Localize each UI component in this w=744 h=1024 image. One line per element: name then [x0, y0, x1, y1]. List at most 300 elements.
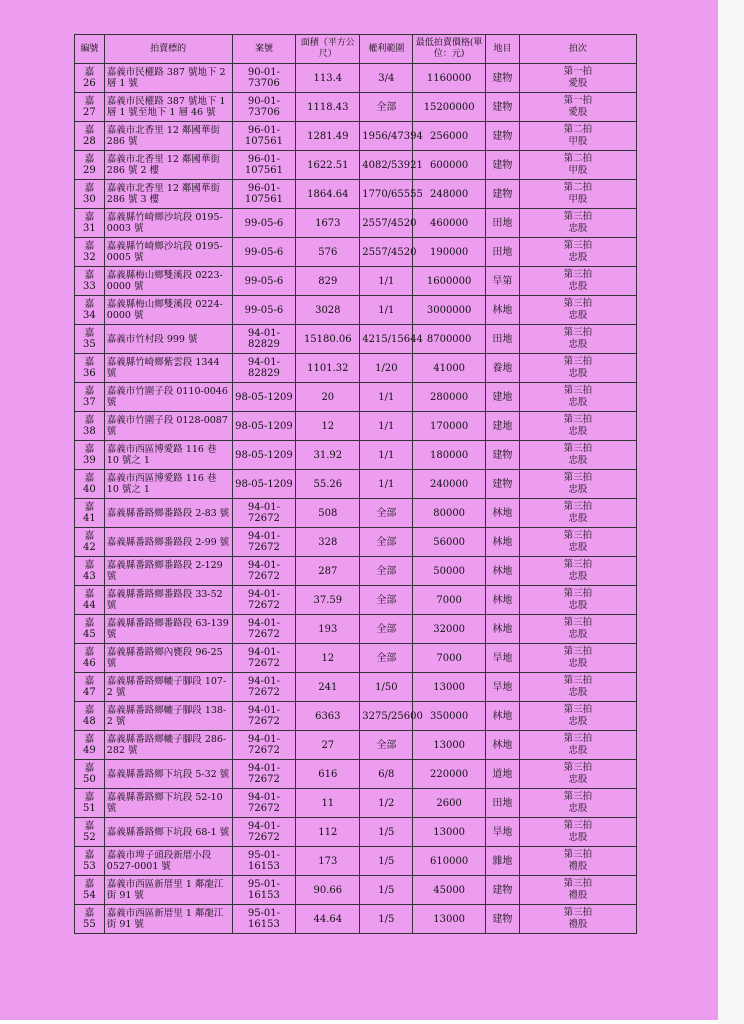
branch-label: 忠股: [568, 803, 588, 814]
round-label: 第二拍: [563, 124, 593, 135]
cell-land-type: 林地: [485, 499, 519, 528]
table-row: [75, 818, 637, 847]
cell-id: 嘉 35: [75, 325, 105, 354]
cell-round: [519, 905, 636, 934]
cell-round: [519, 441, 636, 470]
cell-case-no: 94-01-72672: [232, 499, 296, 528]
branch-label: 忠股: [568, 629, 588, 640]
branch-label: 甲股: [568, 165, 588, 176]
round-label: 第三拍: [563, 762, 593, 773]
cell-id: 嘉 32: [75, 238, 105, 267]
table-row: [75, 499, 637, 528]
cell-land-type: 建物: [485, 876, 519, 905]
round-label: 第三拍: [563, 530, 593, 541]
table-row: [75, 731, 637, 760]
header-min-price: 最低拍賣價格(單位：元): [413, 35, 485, 64]
cell-location: 嘉義縣番路鄉番路段 63-139 號: [104, 615, 232, 644]
cell-round: [519, 238, 636, 267]
cell-id: 嘉 43: [75, 557, 105, 586]
cell-land-type: 旱地: [485, 673, 519, 702]
cell-rights: 1/1: [360, 412, 413, 441]
cell-round: [519, 673, 636, 702]
cell-location: 嘉義市西區新厝里 1 鄰龍江街 91 號: [104, 905, 232, 934]
cell-rights: 1/2: [360, 789, 413, 818]
cell-min-price: 1160000: [413, 64, 485, 93]
table-row: [75, 412, 637, 441]
branch-label: 忠股: [568, 774, 588, 785]
table-row: [75, 151, 637, 180]
cell-land-type: 建物: [485, 122, 519, 151]
cell-id: 嘉 54: [75, 876, 105, 905]
cell-rights: 全部: [360, 93, 413, 122]
table-row: [75, 441, 637, 470]
header-location: 拍賣標的: [104, 35, 232, 64]
branch-label: 忠股: [568, 600, 588, 611]
cell-case-no: 99-05-6: [232, 267, 296, 296]
cell-min-price: 248000: [413, 180, 485, 209]
header-area: 面積（平方公尺）: [296, 35, 360, 64]
cell-id: 嘉 45: [75, 615, 105, 644]
cell-id: 嘉 41: [75, 499, 105, 528]
cell-land-type: 林地: [485, 528, 519, 557]
round-label: 第三拍: [563, 646, 593, 657]
cell-location: 嘉義縣梅山鄉雙溪段 0224-0000 號: [104, 296, 232, 325]
cell-round: [519, 122, 636, 151]
cell-min-price: 13000: [413, 731, 485, 760]
cell-min-price: 180000: [413, 441, 485, 470]
cell-min-price: 170000: [413, 412, 485, 441]
branch-label: 禮股: [568, 861, 588, 872]
cell-land-type: 建物: [485, 470, 519, 499]
cell-min-price: 7000: [413, 644, 485, 673]
cell-area: 328: [296, 528, 360, 557]
cell-rights: 2557/4520: [360, 209, 413, 238]
cell-area: 113.4: [296, 64, 360, 93]
branch-label: 忠股: [568, 281, 588, 292]
cell-case-no: 94-01-72672: [232, 615, 296, 644]
cell-area: 1864.64: [296, 180, 360, 209]
cell-id: 嘉 39: [75, 441, 105, 470]
cell-case-no: 98-05-1209: [232, 441, 296, 470]
cell-id: 嘉 30: [75, 180, 105, 209]
branch-label: 忠股: [568, 339, 588, 350]
cell-round: [519, 470, 636, 499]
cell-id: 嘉 53: [75, 847, 105, 876]
cell-location: 嘉義市西區博愛路 116 巷 10 號之 1: [104, 470, 232, 499]
cell-rights: 1/1: [360, 441, 413, 470]
table-row: [75, 267, 637, 296]
round-label: 第二拍: [563, 153, 593, 164]
cell-case-no: 94-01-72672: [232, 673, 296, 702]
cell-land-type: 林地: [485, 702, 519, 731]
cell-min-price: 600000: [413, 151, 485, 180]
cell-case-no: 95-01-16153: [232, 847, 296, 876]
branch-label: 忠股: [568, 716, 588, 727]
cell-case-no: 99-05-6: [232, 238, 296, 267]
round-label: 第三拍: [563, 820, 593, 831]
table-row: [75, 673, 637, 702]
cell-rights: 全部: [360, 615, 413, 644]
cell-case-no: 94-01-72672: [232, 528, 296, 557]
round-label: 第三拍: [563, 472, 593, 483]
cell-case-no: 94-01-72672: [232, 818, 296, 847]
cell-min-price: 190000: [413, 238, 485, 267]
cell-case-no: 94-01-72672: [232, 702, 296, 731]
table-row: [75, 354, 637, 383]
cell-case-no: 95-01-16153: [232, 905, 296, 934]
branch-label: 忠股: [568, 571, 588, 582]
cell-round: [519, 180, 636, 209]
branch-label: 忠股: [568, 745, 588, 756]
cell-rights: 1770/65555: [360, 180, 413, 209]
cell-rights: 全部: [360, 528, 413, 557]
cell-area: 27: [296, 731, 360, 760]
cell-id: 嘉 34: [75, 296, 105, 325]
cell-land-type: 建物: [485, 151, 519, 180]
round-label: 第三拍: [563, 559, 593, 570]
cell-id: 嘉 42: [75, 528, 105, 557]
cell-location: 嘉義市北香里 12 鄰國華街 286 號 2 樓: [104, 151, 232, 180]
branch-label: 忠股: [568, 542, 588, 553]
cell-location: 嘉義縣番路鄉下坑段 5-32 號: [104, 760, 232, 789]
cell-area: 6363: [296, 702, 360, 731]
cell-land-type: 田地: [485, 325, 519, 354]
cell-area: 508: [296, 499, 360, 528]
cell-case-no: 96-01-107561: [232, 122, 296, 151]
cell-location: 嘉義縣竹崎鄉沙坑段 0195-0003 號: [104, 209, 232, 238]
branch-label: 忠股: [568, 832, 588, 843]
cell-rights: 4215/15644: [360, 325, 413, 354]
cell-area: 44.64: [296, 905, 360, 934]
cell-min-price: 280000: [413, 383, 485, 412]
round-label: 第一拍: [563, 95, 593, 106]
branch-label: 忠股: [568, 455, 588, 466]
cell-rights: 3/4: [360, 64, 413, 93]
cell-case-no: 94-01-72672: [232, 557, 296, 586]
branch-label: 忠股: [568, 484, 588, 495]
cell-id: 嘉 26: [75, 64, 105, 93]
cell-round: [519, 731, 636, 760]
cell-case-no: 94-01-82829: [232, 325, 296, 354]
cell-land-type: 旱地: [485, 644, 519, 673]
cell-area: 20: [296, 383, 360, 412]
cell-land-type: 旱第: [485, 267, 519, 296]
cell-rights: 1/5: [360, 818, 413, 847]
table-row: [75, 702, 637, 731]
cell-id: 嘉 50: [75, 760, 105, 789]
branch-label: 忠股: [568, 310, 588, 321]
cell-min-price: 8700000: [413, 325, 485, 354]
cell-land-type: 雜地: [485, 847, 519, 876]
cell-id: 嘉 37: [75, 383, 105, 412]
cell-location: 嘉義縣竹崎鄉紫雲段 1344 號: [104, 354, 232, 383]
cell-location: 嘉義市北香里 12 鄰國華街 286 號: [104, 122, 232, 151]
cell-case-no: 90-01-73706: [232, 93, 296, 122]
cell-rights: 1/1: [360, 267, 413, 296]
round-label: 第三拍: [563, 907, 593, 918]
header-rights: 權利範圍: [360, 35, 413, 64]
branch-label: 忠股: [568, 687, 588, 698]
cell-round: [519, 702, 636, 731]
cell-id: 嘉 28: [75, 122, 105, 151]
cell-min-price: 350000: [413, 702, 485, 731]
cell-location: 嘉義市竹圍子段 0128-0087 號: [104, 412, 232, 441]
cell-rights: 1/50: [360, 673, 413, 702]
table-row: [75, 528, 637, 557]
header-case-no: 案號: [232, 35, 296, 64]
cell-location: 嘉義縣番路鄉下坑段 52-10 號: [104, 789, 232, 818]
cell-round: [519, 267, 636, 296]
cell-round: [519, 354, 636, 383]
table-row: [75, 383, 637, 412]
cell-land-type: 林地: [485, 557, 519, 586]
cell-case-no: 94-01-72672: [232, 731, 296, 760]
cell-location: 嘉義市竹圍子段 0110-0046 號: [104, 383, 232, 412]
cell-rights: 1/1: [360, 296, 413, 325]
cell-land-type: 建地: [485, 412, 519, 441]
cell-area: 55.26: [296, 470, 360, 499]
branch-label: 忠股: [568, 658, 588, 669]
cell-round: [519, 325, 636, 354]
round-label: 第三拍: [563, 733, 593, 744]
cell-min-price: 7000: [413, 586, 485, 615]
table-row: [75, 789, 637, 818]
cell-land-type: 田地: [485, 789, 519, 818]
cell-min-price: 56000: [413, 528, 485, 557]
branch-label: 忠股: [568, 223, 588, 234]
cell-round: [519, 528, 636, 557]
cell-round: [519, 760, 636, 789]
cell-min-price: 15200000: [413, 93, 485, 122]
cell-location: 嘉義市埤子頭段新厝小段 0527-0001 號: [104, 847, 232, 876]
cell-case-no: 99-05-6: [232, 209, 296, 238]
cell-case-no: 94-01-72672: [232, 644, 296, 673]
cell-min-price: 45000: [413, 876, 485, 905]
table-row: [75, 615, 637, 644]
round-label: 第三拍: [563, 617, 593, 628]
table-row: [75, 470, 637, 499]
cell-round: [519, 93, 636, 122]
cell-id: 嘉 48: [75, 702, 105, 731]
table-row: [75, 209, 637, 238]
cell-location: 嘉義縣番路鄉番路段 2-83 號: [104, 499, 232, 528]
cell-case-no: 94-01-72672: [232, 760, 296, 789]
page-edge: [718, 0, 744, 1024]
table-body: [75, 64, 637, 934]
cell-area: 193: [296, 615, 360, 644]
branch-label: 禮股: [568, 890, 588, 901]
cell-rights: 1/20: [360, 354, 413, 383]
cell-area: 1118.43: [296, 93, 360, 122]
cell-location: 嘉義市民權路 387 號地下 2 層 1 號: [104, 64, 232, 93]
cell-id: 嘉 27: [75, 93, 105, 122]
cell-rights: 2557/4520: [360, 238, 413, 267]
cell-land-type: 建物: [485, 905, 519, 934]
cell-land-type: 建物: [485, 64, 519, 93]
cell-location: 嘉義縣番路鄉下坑段 68-1 號: [104, 818, 232, 847]
cell-rights: 6/8: [360, 760, 413, 789]
cell-area: 31.92: [296, 441, 360, 470]
cell-id: 嘉 44: [75, 586, 105, 615]
cell-land-type: 建物: [485, 441, 519, 470]
cell-land-type: 旱地: [485, 818, 519, 847]
cell-min-price: 3000000: [413, 296, 485, 325]
cell-rights: 3275/25600: [360, 702, 413, 731]
cell-area: 241: [296, 673, 360, 702]
cell-min-price: 460000: [413, 209, 485, 238]
cell-min-price: 240000: [413, 470, 485, 499]
round-label: 第三拍: [563, 791, 593, 802]
cell-round: [519, 64, 636, 93]
round-label: 第三拍: [563, 704, 593, 715]
round-label: 第三拍: [563, 443, 593, 454]
cell-rights: 全部: [360, 499, 413, 528]
cell-round: [519, 847, 636, 876]
cell-area: 112: [296, 818, 360, 847]
cell-area: 90.66: [296, 876, 360, 905]
cell-land-type: 建地: [485, 383, 519, 412]
cell-case-no: 94-01-82829: [232, 354, 296, 383]
cell-round: [519, 876, 636, 905]
round-label: 第三拍: [563, 240, 593, 251]
cell-rights: 1/5: [360, 876, 413, 905]
cell-location: 嘉義縣番路鄉番路段 33-52 號: [104, 586, 232, 615]
branch-label: 甲股: [568, 136, 588, 147]
cell-id: 嘉 47: [75, 673, 105, 702]
cell-id: 嘉 52: [75, 818, 105, 847]
cell-round: [519, 615, 636, 644]
cell-area: 1673: [296, 209, 360, 238]
cell-id: 嘉 49: [75, 731, 105, 760]
cell-round: [519, 209, 636, 238]
cell-rights: 1/1: [360, 470, 413, 499]
cell-min-price: 610000: [413, 847, 485, 876]
table-row: [75, 876, 637, 905]
cell-round: [519, 151, 636, 180]
cell-case-no: 98-05-1209: [232, 470, 296, 499]
table-header-row: [75, 35, 637, 64]
cell-location: 嘉義市民權路 387 號地下 1 層 1 號至地下 1 層 46 號: [104, 93, 232, 122]
table-row: [75, 64, 637, 93]
cell-case-no: 96-01-107561: [232, 151, 296, 180]
header-id: 編號: [75, 35, 105, 64]
cell-rights: 全部: [360, 586, 413, 615]
cell-id: 嘉 40: [75, 470, 105, 499]
cell-area: 829: [296, 267, 360, 296]
cell-case-no: 98-05-1209: [232, 412, 296, 441]
cell-case-no: 94-01-72672: [232, 789, 296, 818]
cell-land-type: 道地: [485, 760, 519, 789]
cell-area: 1101.32: [296, 354, 360, 383]
cell-location: 嘉義市竹村段 999 號: [104, 325, 232, 354]
cell-round: [519, 789, 636, 818]
round-label: 第一拍: [563, 66, 593, 77]
branch-label: 愛股: [568, 78, 588, 89]
cell-round: [519, 499, 636, 528]
cell-round: [519, 557, 636, 586]
cell-case-no: 90-01-73706: [232, 64, 296, 93]
cell-min-price: 220000: [413, 760, 485, 789]
cell-rights: 4082/53921: [360, 151, 413, 180]
cell-location: 嘉義縣番路鄉轆子腳段 138-2 號: [104, 702, 232, 731]
table-row: [75, 238, 637, 267]
cell-min-price: 13000: [413, 905, 485, 934]
cell-land-type: 田地: [485, 209, 519, 238]
round-label: 第三拍: [563, 211, 593, 222]
cell-area: 11: [296, 789, 360, 818]
table-row: [75, 122, 637, 151]
round-label: 第三拍: [563, 588, 593, 599]
cell-round: [519, 818, 636, 847]
branch-label: 甲股: [568, 194, 588, 205]
cell-id: 嘉 36: [75, 354, 105, 383]
cell-location: 嘉義縣番路鄉番路段 2-129 號: [104, 557, 232, 586]
cell-round: [519, 412, 636, 441]
cell-rights: 全部: [360, 557, 413, 586]
round-label: 第三拍: [563, 501, 593, 512]
cell-id: 嘉 31: [75, 209, 105, 238]
cell-min-price: 13000: [413, 673, 485, 702]
round-label: 第三拍: [563, 878, 593, 889]
cell-id: 嘉 46: [75, 644, 105, 673]
round-label: 第三拍: [563, 298, 593, 309]
table-row: [75, 180, 637, 209]
branch-label: 忠股: [568, 252, 588, 263]
cell-rights: 1/1: [360, 383, 413, 412]
cell-id: 嘉 38: [75, 412, 105, 441]
cell-round: [519, 383, 636, 412]
cell-id: 嘉 51: [75, 789, 105, 818]
cell-area: 3028: [296, 296, 360, 325]
cell-area: 15180.06: [296, 325, 360, 354]
table-row: [75, 760, 637, 789]
cell-location: 嘉義縣竹崎鄉沙坑段 0195-0005 號: [104, 238, 232, 267]
round-label: 第三拍: [563, 414, 593, 425]
cell-round: [519, 296, 636, 325]
table-row: [75, 644, 637, 673]
cell-id: 嘉 55: [75, 905, 105, 934]
cell-case-no: 95-01-16153: [232, 876, 296, 905]
cell-area: 1281.49: [296, 122, 360, 151]
cell-id: 嘉 29: [75, 151, 105, 180]
header-round: 拍次: [519, 35, 636, 64]
cell-case-no: 94-01-72672: [232, 586, 296, 615]
cell-min-price: 256000: [413, 122, 485, 151]
cell-land-type: 林地: [485, 615, 519, 644]
cell-rights: 1956/47394: [360, 122, 413, 151]
cell-area: 287: [296, 557, 360, 586]
cell-land-type: 田地: [485, 238, 519, 267]
branch-label: 忠股: [568, 397, 588, 408]
cell-land-type: 建物: [485, 180, 519, 209]
cell-location: 嘉義市西區博愛路 116 巷 10 號之 1: [104, 441, 232, 470]
cell-location: 嘉義市西區新厝里 1 鄰龍江街 91 號: [104, 876, 232, 905]
cell-location: 嘉義縣番路鄉內甕段 96-25 號: [104, 644, 232, 673]
cell-location: 嘉義縣梅山鄉雙溪段 0223-0000 號: [104, 267, 232, 296]
cell-min-price: 50000: [413, 557, 485, 586]
cell-location: 嘉義縣番路鄉轆子腳段 286-282 號: [104, 731, 232, 760]
table-row: [75, 557, 637, 586]
cell-id: 嘉 33: [75, 267, 105, 296]
cell-land-type: 林地: [485, 586, 519, 615]
table-row: [75, 847, 637, 876]
cell-area: 37.59: [296, 586, 360, 615]
cell-min-price: 32000: [413, 615, 485, 644]
cell-rights: 1/5: [360, 905, 413, 934]
cell-area: 616: [296, 760, 360, 789]
table-row: [75, 93, 637, 122]
round-label: 第三拍: [563, 675, 593, 686]
